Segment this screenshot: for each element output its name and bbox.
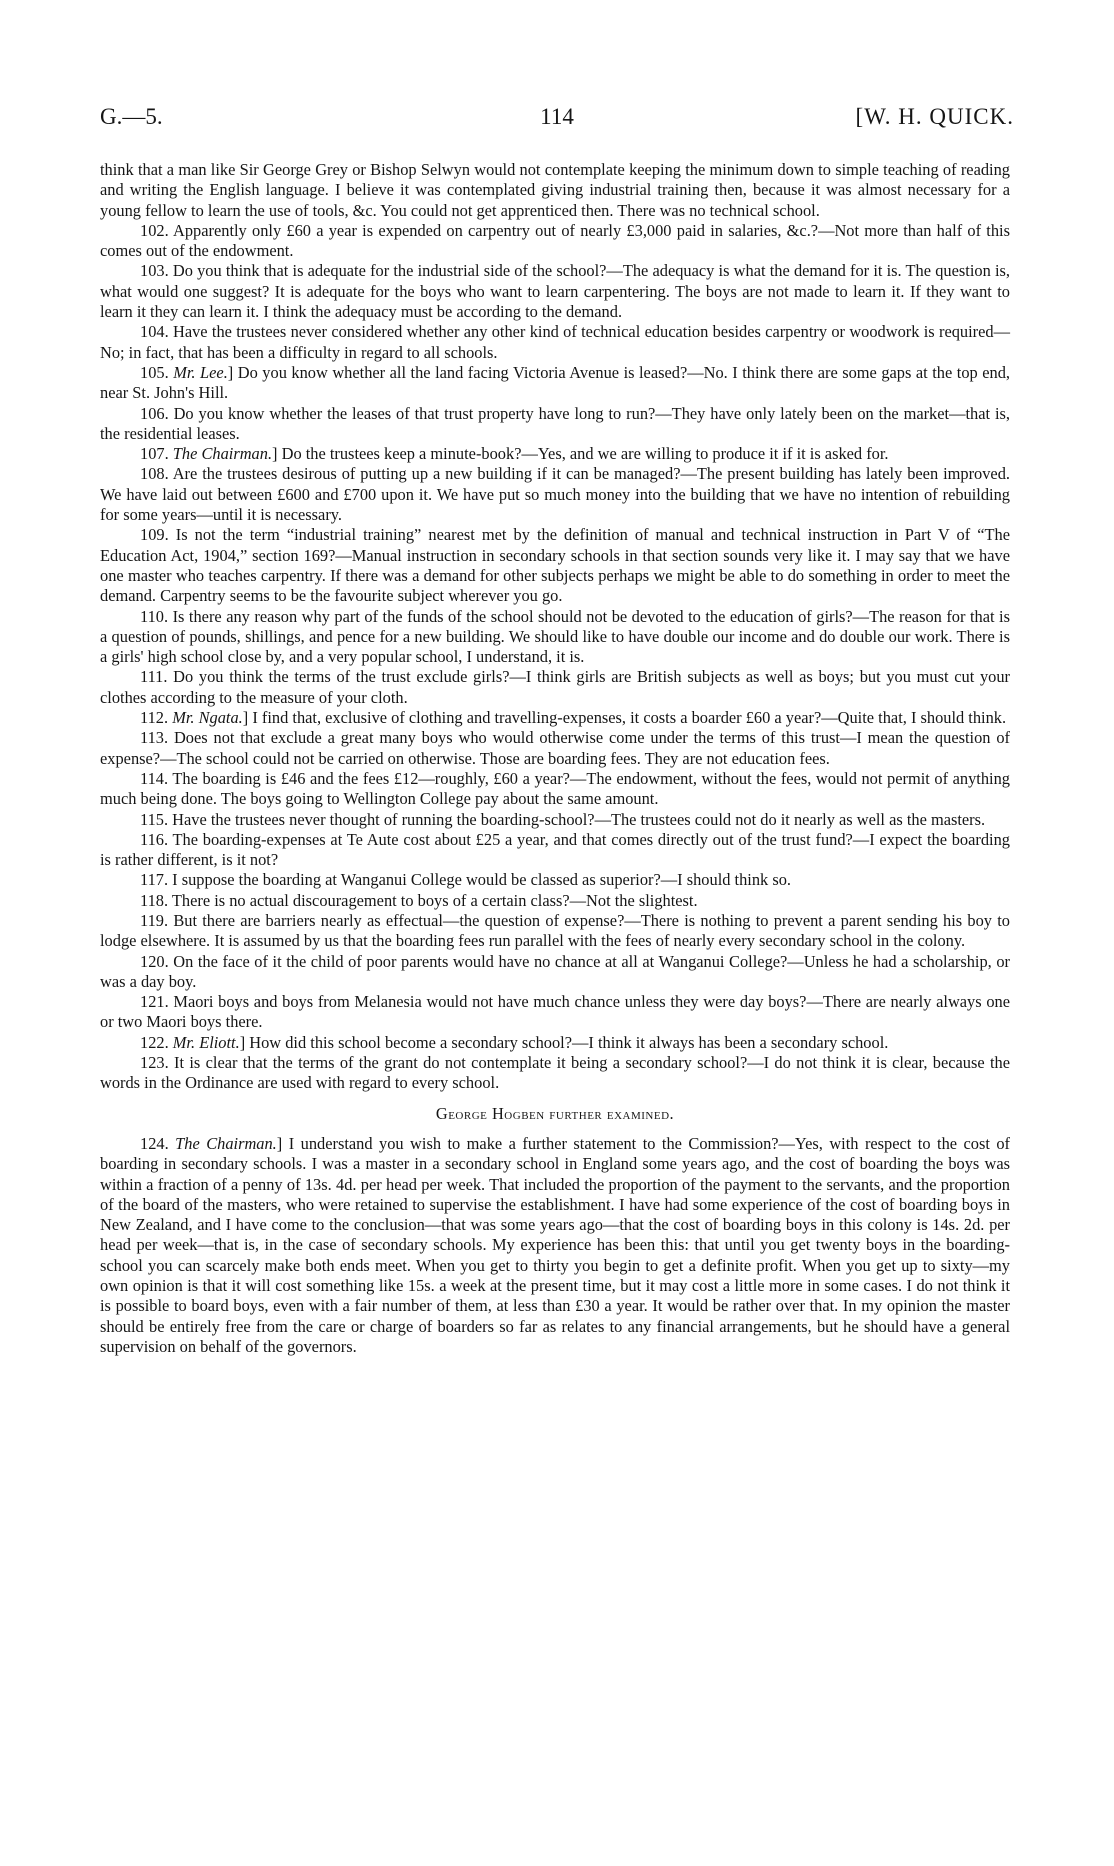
question-number: 105. bbox=[140, 362, 174, 382]
question-number: 107. bbox=[140, 444, 173, 464]
question-115: 115. Have the trustees never thought of running the boarding-school?—The trustees could not do it nearly as well as the masters. bbox=[140, 809, 986, 829]
question-114: 114. The boarding is £46 and the fees £12—roughly, £60 a year?—The endowment, without the fees, would not permit of anything much being done. The boys going to Wellington College pay about the same amount. bbox=[100, 768, 1010, 809]
question-109: 109. Is not the term “industrial training” nearest met by the definition of manual and technical instruction in Part V of “The Education Act, 1904,” section 169?—Manual instruction in secondary schools in that section sounds very like it. I may say that we have one master who teaches carpentry. If there was a demand for other subjects perhaps we might be able to do something in order to meet the demand. Carpentry seems to be the favourite subject wherever you go. bbox=[100, 525, 1010, 606]
question-108: 108. Are the trustees desirous of putting up a new building if it can be managed?—The present building has lately been improved. We have laid out between £600 and £700 upon it. We have put so much money into the building that we have no intention of rebuilding for some years—until it is necessary. bbox=[100, 464, 1010, 525]
page-number: 114 bbox=[540, 104, 574, 129]
question-111: 111. Do you think the terms of the trust exclude girls?—I think girls are British subjects as well as boys; but you must cut your clothes according to the measure of your cloth. bbox=[100, 667, 1010, 707]
question-123: 123. It is clear that the terms of the grant do not contemplate it being a secondary school?—I do not think it is clear, because the words in the Ordinance are used with regard to every school. bbox=[100, 1053, 1010, 1093]
paragraph-0: think that a man like Sir George Grey or Bishop Selwyn would not contemplate keeping the minimum down to simple teaching of reading and writing the English language. I believe it was contemplated giving industrial training then, because it was almost necessary for a young fellow to learn the use of tools, &c. You could not get apprenticed then. There was no technical school. bbox=[100, 160, 1010, 220]
question-103: 103. Do you think that is adequate for the industrial side of the school?—The adequacy is what the demand for it is. The question is, what would one suggest? It is adequate for the boys who want to learn carpentering. The boys are not made to learn it. If they want to learn it they can learn it. I think the adequacy must be according to the demand. bbox=[100, 261, 1010, 322]
question-105 bbox=[100, 363, 1010, 404]
document-reference: G.—5. bbox=[100, 104, 163, 129]
speaker-name: The Chairman. bbox=[175, 1133, 277, 1153]
witness-name: [W. H. QUICK. bbox=[855, 104, 1014, 129]
question-116: 116. The boarding-expenses at Te Aute cost about £25 a year, and that comes directly out of the trust fund?—I expect the boarding is rather different, is it not? bbox=[100, 829, 1010, 870]
question-text: ] I find that, exclusive of clothing and travelling-expenses, it costs a boarder £60 a year?—Quite that, I should think. bbox=[242, 708, 1007, 728]
body-text bbox=[100, 160, 1010, 1357]
question-text: ] How did this school become a secondary school?—I think it always has been a secondary school. bbox=[239, 1032, 889, 1052]
question-107 bbox=[100, 444, 1010, 464]
speaker-name: Mr. Ngata. bbox=[172, 708, 243, 728]
question-number: 124. bbox=[140, 1133, 176, 1153]
section-heading: George Hogben further examined. bbox=[435, 1103, 675, 1123]
question-text: ] I understand you wish to make a further statement to the Commission?—Yes, with respect to the cost of boarding in secondary schools. I was a master in a secondary school in England some years ago, and the cost of boarding the boys was within a fraction of a penny of 13s. 4d. per head per week. That included the proportion of the payment to the servants, and the proportion of the board of the masters, who were retained to supervise the establishment. I have had some experience of the cost of boarding boys in New Zealand, and I have come to the conclusion—that was some years ago—that the cost of boarding boys in this colony is 14s. 2d. per head per week—that is, in the case of secondary schools. My experience has been this: that until you get twenty boys in the boarding-school you can scarcely make both ends meet. When you get to thirty you begin to get a definite profit. When you get up to sixty—my own opinion is that it will cost something like 15s. a week at the present time, but it may cost a little more in some cases. I do not think it is possible to board boys, even with a fair number of them, at less than £30 a year. It would be rather over that. In my opinion the master should be entirely free from the care or charge of boarders so far as relates to any financial arrangements, but he should have a general supervision on behalf of the governors. bbox=[100, 1133, 1011, 1356]
question-110: 110. Is there any reason why part of the funds of the school should not be devoted to the education of girls?—The reason for that is a question of pounds, shillings, and pence for a new building. We should like to have double our income and do double our work. There is a girls' high school close by, and a very popular school, I understand, it is. bbox=[100, 606, 1010, 667]
question-number: 112. bbox=[140, 708, 173, 728]
question-text: ] Do the trustees keep a minute-book?—Yes, and we are willing to produce it if it is asked for. bbox=[272, 444, 889, 464]
question-number: 122. bbox=[140, 1032, 173, 1052]
question-120: 120. On the face of it the child of poor parents would have no chance at all at Wanganui College?—Unless he had a scholarship, or was a day boy. bbox=[100, 951, 1010, 991]
page-header bbox=[100, 104, 1014, 138]
question-102: 102. Apparently only £60 a year is expended on carpentry out of nearly £3,000 paid in salaries, &c.?—Not more than half of this comes out of the endowment. bbox=[100, 220, 1010, 261]
question-104: 104. Have the trustees never considered whether any other kind of technical education besides carpentry or woodwork is required—No; in fact, that has been a difficulty in regard to all schools. bbox=[100, 322, 1010, 362]
question-text: ] Do you know whether all the land facing Victoria Avenue is leased?—No. I think there are some gaps at the top end, near St. John's Hill. bbox=[100, 362, 1010, 403]
question-106: 106. Do you know whether the leases of that trust property have long to run?—They have only lately been on the market—that is, the residential leases. bbox=[100, 403, 1010, 443]
question-112 bbox=[100, 708, 1010, 728]
question-124 bbox=[100, 1134, 1010, 1357]
question-113: 113. Does not that exclude a great many boys who would otherwise come under the terms of this trust—I mean the question of expense?—The school could not be carried on otherwise. Those are boarding fees. They are not education fees. bbox=[100, 728, 1010, 768]
question-122 bbox=[100, 1033, 1010, 1053]
question-118: 118. There is no actual discouragement to boys of a certain class?—Not the slightest. bbox=[140, 890, 698, 910]
question-121: 121. Maori boys and boys from Melanesia would not have much chance unless they were day boys?—There are nearly always one or two Maori boys there. bbox=[100, 992, 1010, 1032]
speaker-name: Mr. Eliott. bbox=[172, 1032, 240, 1052]
speaker-name: Mr. Lee. bbox=[173, 362, 228, 382]
question-117: 117. I suppose the boarding at Wanganui College would be classed as superior?—I should think so. bbox=[140, 870, 791, 890]
question-119: 119. But there are barriers nearly as effectual—the question of expense?—There is nothing to prevent a parent sending his boy to lodge elsewhere. It is assumed by us that the boarding fees run parallel with the fees of nearly every secondary school in the colony. bbox=[100, 910, 1010, 951]
speaker-name: The Chairman. bbox=[172, 444, 273, 464]
